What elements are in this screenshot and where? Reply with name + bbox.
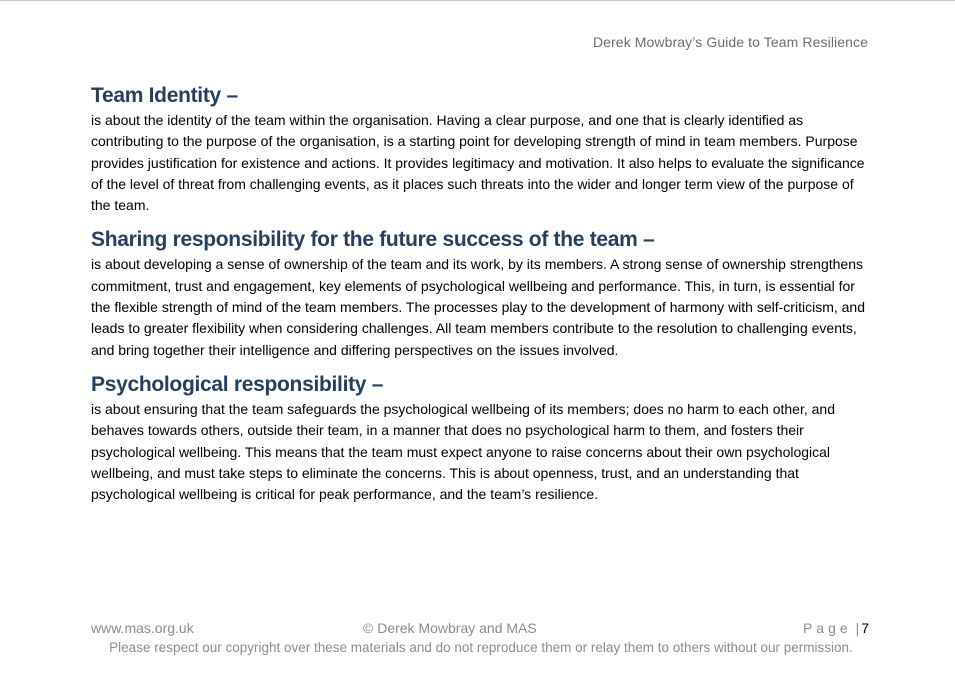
section-title: Psychological responsibility – — [91, 372, 384, 396]
page-separator: | — [855, 620, 860, 636]
page-top-border — [0, 0, 955, 1]
section-paragraph: is about the identity of the team within the organisation. Having a clear purpose, and one that is clearly identified as contributing to the purpose of the organisation, is a starting point for developing strength of mind in team members. Purpose provides justification for existence and actions. It provides legitimacy and motivation. It also helps to evaluate the significance of the level of threat from challenging events, as it places such threats into the wider and longer term view of the purpose of the team. — [91, 112, 865, 214]
footer-copyright-notice: Please respect our copyright over these materials and do not reproduce them or relay them to others without our permission. — [109, 640, 853, 655]
section-paragraph: is about ensuring that the team safeguards the psychological wellbeing of its members; does no harm to each other, and behaves towards others, outside their team, in a manner that does no psychological harm to them, and fosters their psychological wellbeing. This means that the team must expect anyone to raise concerns about their own psychological wellbeing, and must take steps to eliminate the concerns. This is about openness, trust, and an understanding that psychological wellbeing is critical for peak performance, and the team’s resilience. — [91, 400, 835, 503]
section-title: Sharing responsibility for the future success of the team – — [91, 228, 655, 252]
section-sharing-responsibility — [91, 226, 871, 360]
section-title: Team Identity – — [91, 84, 238, 107]
section-psychological-responsibility — [91, 371, 871, 505]
section-team-identity — [91, 82, 871, 216]
running-header: Derek Mowbray’s Guide to Team Resilience — [592, 34, 868, 50]
section-paragraph: is about developing a sense of ownership of the team and its work, by its members. A strong sense of ownership strengthens commitment, trust and engagement, key elements of psychological wellbeing and performance. This, in turn, is essential for the flexible strength of mind of the team members. The processes play to the development of harmony with self-criticism, and leads to greater flexibility when considering challenges. All team members contribute to the resolution to challenging events, and bring together their intelligence and differing perspectives on the issues involved. — [91, 256, 865, 358]
footer-website: www.mas.org.uk — [91, 620, 194, 636]
page-number: 7 — [861, 620, 869, 636]
page-label: Page — [802, 620, 852, 636]
footer-page-number — [803, 620, 869, 636]
footer-copyright: © Derek Mowbray and MAS — [363, 620, 537, 636]
document-body — [91, 82, 871, 515]
